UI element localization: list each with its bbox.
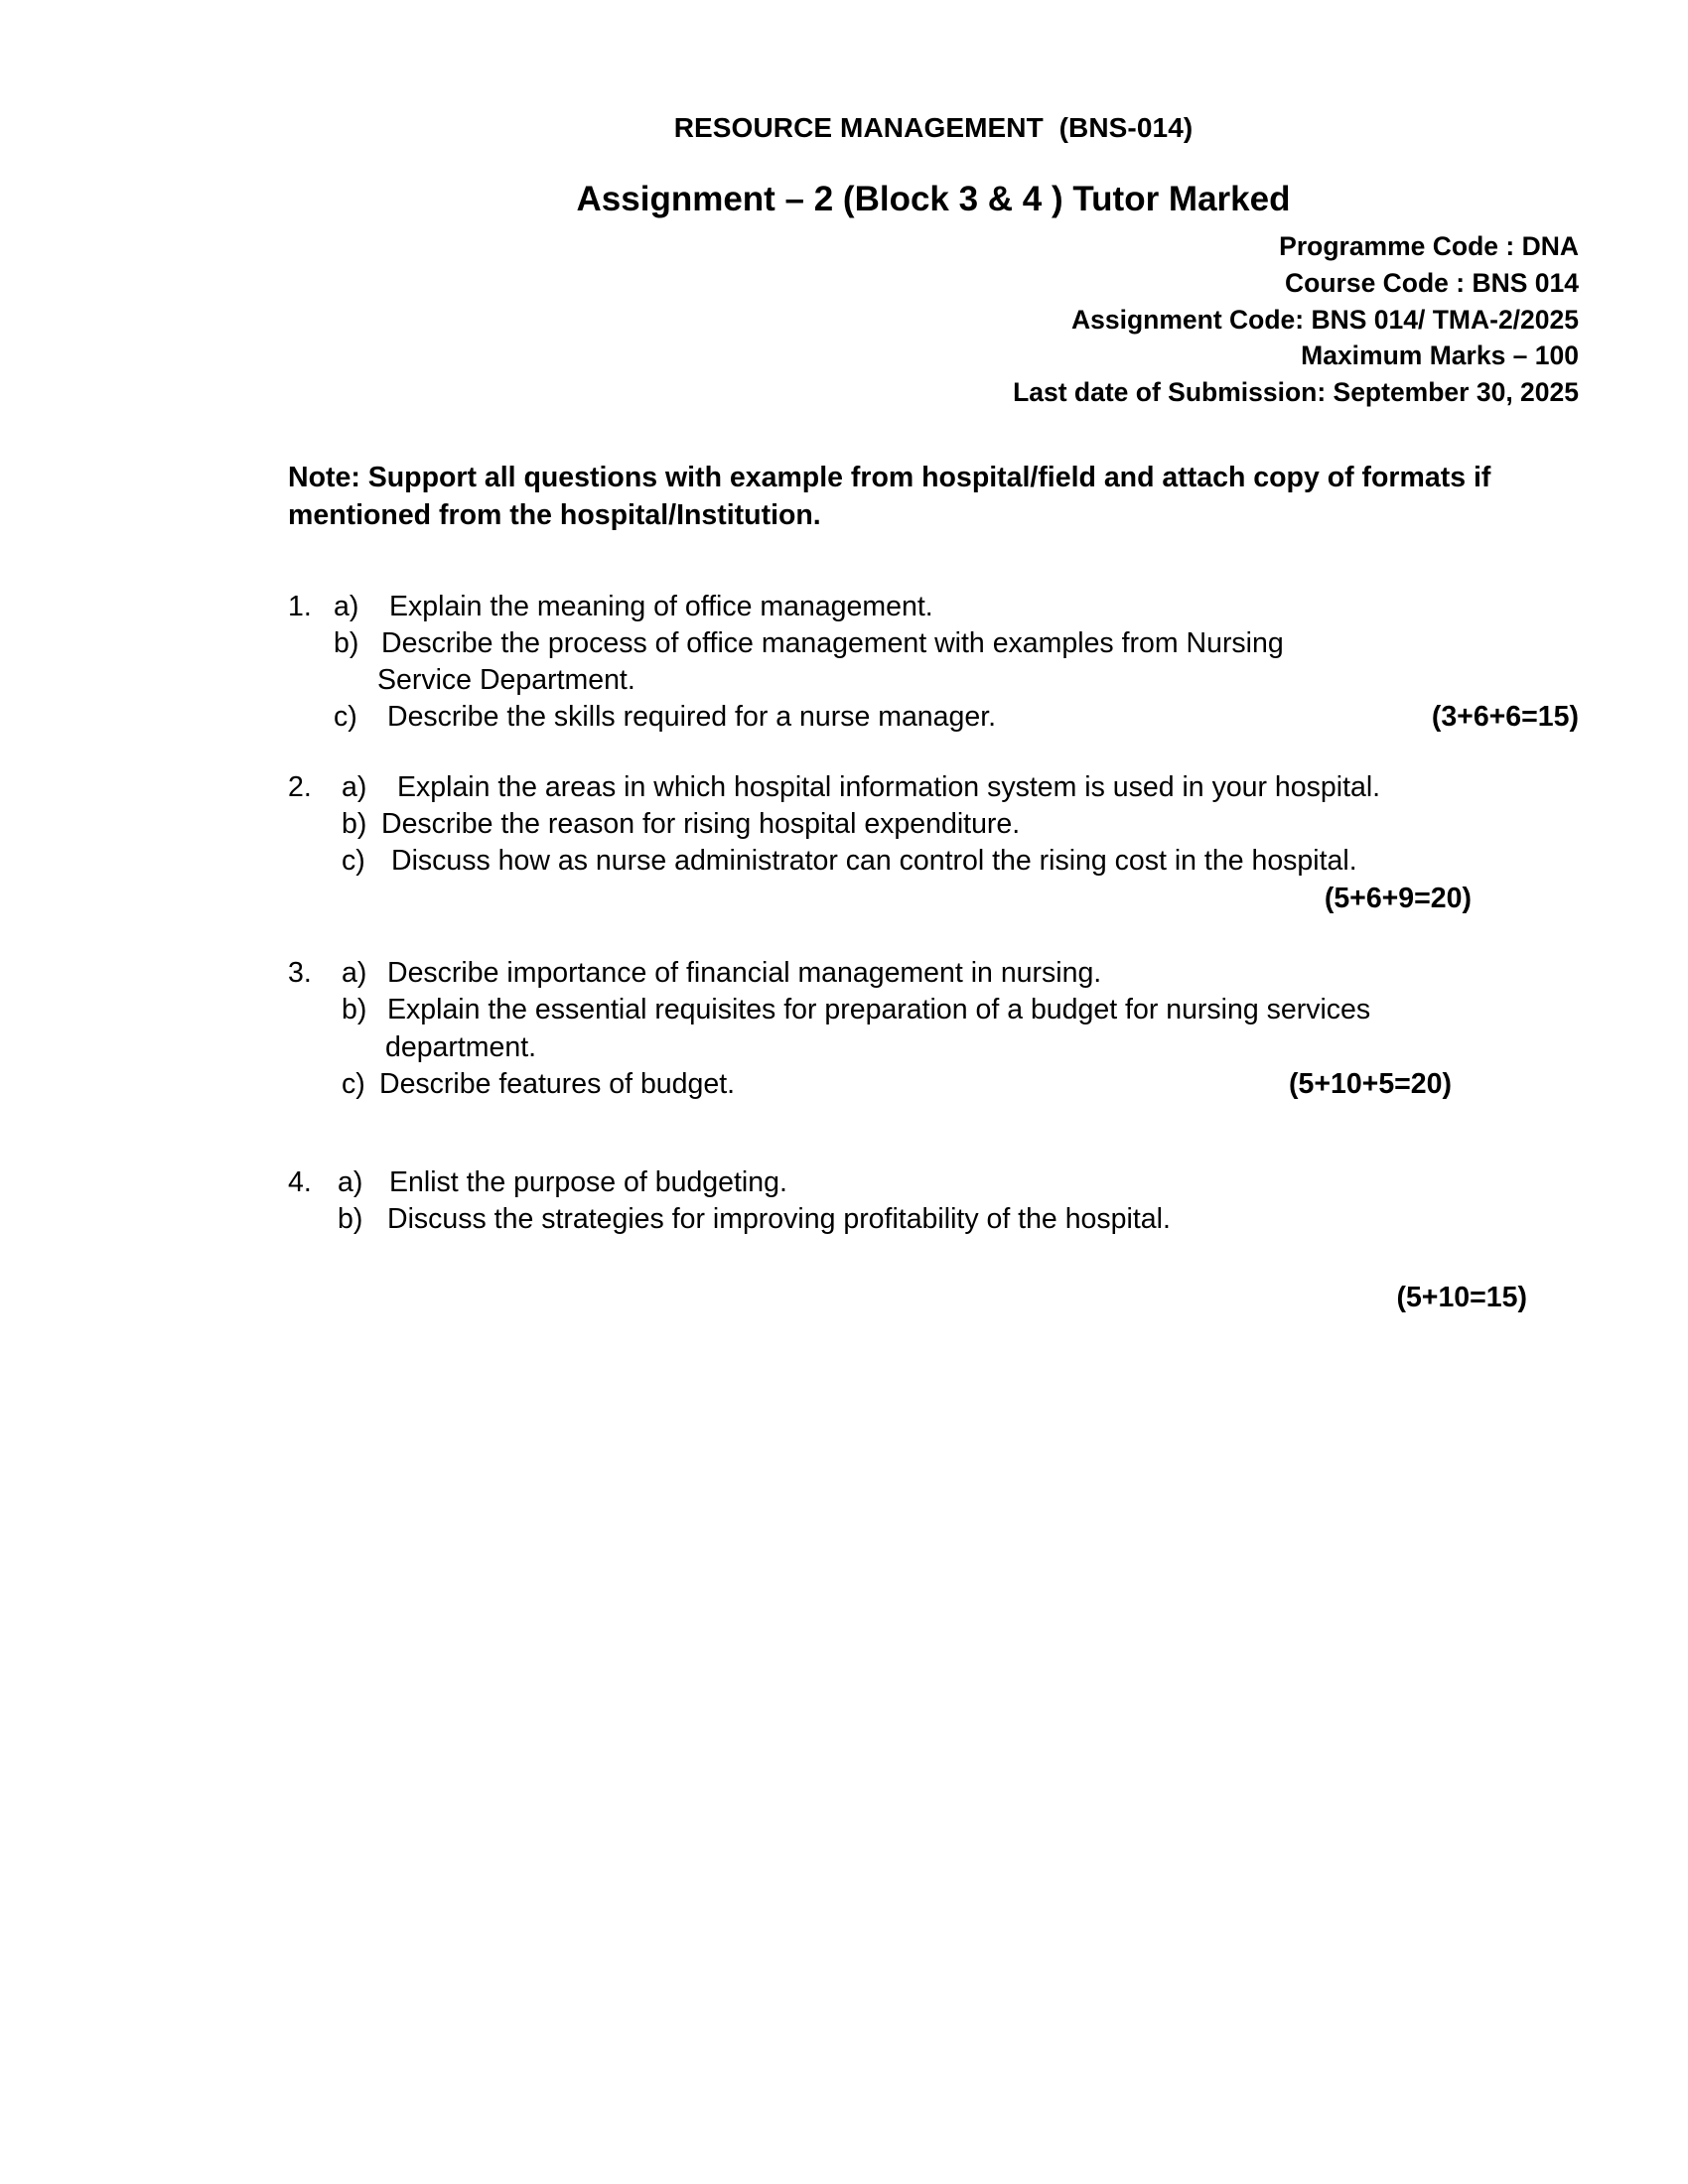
question-number: 1. bbox=[288, 591, 312, 623]
sub-item bbox=[342, 1066, 1579, 1103]
question-block bbox=[288, 955, 1579, 1102]
sub-item-continuation: Service Department. bbox=[377, 664, 635, 697]
question-row bbox=[288, 955, 1579, 1102]
assignment-title: Assignment – 2 (Block 3 & 4 ) Tutor Marked bbox=[576, 180, 1291, 219]
question-row bbox=[288, 1164, 1579, 1238]
sub-item-text-value: Describe the skills required for a nurse manager. bbox=[387, 701, 997, 734]
sub-item bbox=[338, 1201, 1579, 1238]
note-paragraph: Note: Support all questions with example from hospital/field and attach copy of formats if mentioned from the hospital/Institution. bbox=[288, 462, 1491, 532]
question-number: 2. bbox=[288, 771, 312, 804]
sub-item bbox=[338, 1164, 1579, 1201]
sub-item-label: c) bbox=[334, 701, 357, 734]
sub-item-text: Discuss the strategies for improving profitability of the hospital. bbox=[387, 1202, 1171, 1235]
sub-item bbox=[342, 843, 1579, 880]
sub-item-text bbox=[379, 1066, 1579, 1103]
sub-item bbox=[334, 625, 1579, 662]
sub-item-text: Discuss how as nurse administrator can control the rising cost in the hospital. bbox=[391, 845, 1357, 878]
sub-item-text: Explain the areas in which hospital information system is used in your hospital. bbox=[397, 771, 1381, 804]
sub-item-text bbox=[387, 699, 1579, 736]
spacer bbox=[288, 917, 1579, 955]
sub-item bbox=[342, 955, 1579, 992]
question-number: 4. bbox=[288, 1165, 312, 1198]
sub-item-label: b) bbox=[342, 994, 367, 1026]
question-subitems bbox=[334, 1164, 1579, 1238]
question-subitems bbox=[334, 955, 1579, 1102]
marks-value: (5+10+5=20) bbox=[1288, 1067, 1452, 1100]
sub-item bbox=[342, 806, 1579, 843]
sub-item-text: Enlist the purpose of budgeting. bbox=[389, 1165, 787, 1198]
sub-item-label: c) bbox=[342, 845, 365, 878]
sub-item bbox=[334, 589, 1579, 625]
document-content bbox=[288, 0, 1579, 1316]
sub-item-text: Describe importance of financial management in nursing. bbox=[387, 957, 1102, 990]
question-number: 3. bbox=[288, 957, 312, 990]
question-block bbox=[288, 769, 1579, 917]
spacer bbox=[288, 736, 1579, 769]
sub-item-label: b) bbox=[334, 627, 359, 660]
sub-item-label: a) bbox=[338, 1165, 363, 1198]
assignment-meta-block bbox=[288, 219, 1579, 410]
meta-last-date: Last date of Submission: September 30, 2025 bbox=[1013, 376, 1579, 407]
marks-value: (5+10=15) bbox=[1396, 1281, 1527, 1313]
question-subitems bbox=[334, 769, 1579, 880]
sub-item-label: a) bbox=[342, 771, 367, 804]
question-block bbox=[288, 1164, 1579, 1316]
meta-maximum-marks: Maximum Marks – 100 bbox=[1301, 341, 1579, 371]
sub-item-text: Describe the process of office management with examples from Nursing bbox=[381, 627, 1284, 660]
marks-value: (3+6+6=15) bbox=[1431, 701, 1579, 734]
spacer bbox=[288, 1103, 1579, 1164]
sub-item-label: a) bbox=[334, 591, 359, 623]
meta-assignment-code: Assignment Code: BNS 014/ TMA-2/2025 bbox=[1071, 304, 1579, 335]
question-block bbox=[288, 589, 1579, 736]
sub-item-text: Explain the essential requisites for preparation of a budget for nursing services bbox=[387, 994, 1371, 1026]
questions-list bbox=[288, 535, 1579, 1316]
sub-item-continuation: department. bbox=[385, 1030, 537, 1063]
meta-programme-code: Programme Code : DNA bbox=[1279, 231, 1579, 262]
question-subitems bbox=[334, 589, 1579, 736]
course-title: RESOURCE MANAGEMENT (BNS-014) bbox=[673, 112, 1194, 143]
sub-item-label: b) bbox=[338, 1202, 363, 1235]
sub-item-label: b) bbox=[342, 808, 367, 841]
marks-value: (5+6+9=20) bbox=[1324, 883, 1472, 915]
meta-course-code: Course Code : BNS 014 bbox=[1285, 268, 1579, 298]
sub-item-text: Describe the reason for rising hospital expenditure. bbox=[381, 808, 1021, 841]
question-row bbox=[288, 769, 1579, 880]
sub-item-label: c) bbox=[342, 1067, 365, 1100]
sub-item bbox=[342, 769, 1579, 806]
sub-item-text-value: Describe features of budget. bbox=[379, 1067, 736, 1100]
sub-item bbox=[342, 992, 1579, 1028]
sub-item-label: a) bbox=[342, 957, 367, 990]
sub-item-text: Explain the meaning of office management. bbox=[389, 591, 933, 623]
sub-item bbox=[334, 699, 1579, 736]
question-row bbox=[288, 589, 1579, 736]
